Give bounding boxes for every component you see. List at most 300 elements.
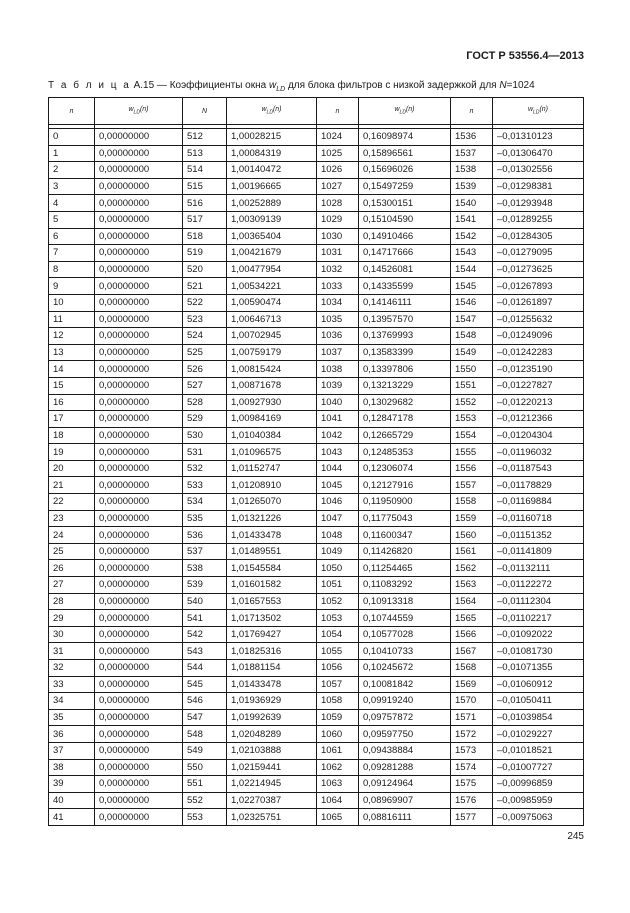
table-cell: 0,00000000 bbox=[95, 792, 183, 809]
table-cell: 0,14335599 bbox=[359, 278, 451, 295]
table-cell: 9 bbox=[49, 278, 95, 295]
table-cell: 4 bbox=[49, 195, 95, 212]
table-cell: 28 bbox=[49, 593, 95, 610]
column-header: N bbox=[183, 98, 227, 125]
table-cell: –0,01169884 bbox=[493, 494, 584, 511]
table-cell: 0,00000000 bbox=[95, 643, 183, 660]
table-cell: –0,01227827 bbox=[493, 377, 584, 394]
table-cell: 24 bbox=[49, 527, 95, 544]
table-cell: 25 bbox=[49, 543, 95, 560]
table-cell: 1,01208910 bbox=[227, 477, 317, 494]
table-cell: 535 bbox=[183, 510, 227, 527]
table-cell: –0,01310123 bbox=[493, 129, 584, 146]
table-cell: 538 bbox=[183, 560, 227, 577]
table-cell: –0,01261897 bbox=[493, 294, 584, 311]
table-cell: 0,12127916 bbox=[359, 477, 451, 494]
table-row bbox=[49, 560, 584, 577]
table-cell: 10 bbox=[49, 294, 95, 311]
table-row bbox=[49, 211, 584, 228]
table-row bbox=[49, 245, 584, 262]
table-cell: 545 bbox=[183, 676, 227, 693]
table-row bbox=[49, 809, 584, 826]
table-cell: 0,00000000 bbox=[95, 195, 183, 212]
table-cell: 3 bbox=[49, 178, 95, 195]
table-cell: 0,00000000 bbox=[95, 726, 183, 743]
table-row bbox=[49, 228, 584, 245]
table-cell: 0,00000000 bbox=[95, 129, 183, 146]
table-cell: 1,01265070 bbox=[227, 494, 317, 511]
table-cell: –0,01102217 bbox=[493, 610, 584, 627]
table-cell: 1,00028215 bbox=[227, 129, 317, 146]
table-cell: 0,00000000 bbox=[95, 759, 183, 776]
table-cell: 0,00000000 bbox=[95, 294, 183, 311]
table-cell: 0,15300151 bbox=[359, 195, 451, 212]
table-row bbox=[49, 510, 584, 527]
table-cell: 1564 bbox=[451, 593, 493, 610]
table-cell: –0,01160718 bbox=[493, 510, 584, 527]
table-cell: 517 bbox=[183, 211, 227, 228]
table-cell: 1,01489551 bbox=[227, 543, 317, 560]
table-cell: 1573 bbox=[451, 742, 493, 759]
table-row bbox=[49, 543, 584, 560]
table-cell: 0,13769993 bbox=[359, 328, 451, 345]
table-cell: 1541 bbox=[451, 211, 493, 228]
table-row bbox=[49, 394, 584, 411]
table-cell: 0,13213229 bbox=[359, 377, 451, 394]
table-cell: –0,01196032 bbox=[493, 444, 584, 461]
table-cell: 0,00000000 bbox=[95, 444, 183, 461]
table-cell: 1537 bbox=[451, 145, 493, 162]
caption-w: w bbox=[268, 80, 277, 91]
table-row bbox=[49, 676, 584, 693]
table-cell: –0,01039854 bbox=[493, 709, 584, 726]
table-cell: 19 bbox=[49, 444, 95, 461]
table-cell: –0,01284305 bbox=[493, 228, 584, 245]
table-cell: 0,12847178 bbox=[359, 411, 451, 428]
table-cell: 0,15497259 bbox=[359, 178, 451, 195]
table-cell: 1563 bbox=[451, 577, 493, 594]
table-cell: 0,00000000 bbox=[95, 311, 183, 328]
table-cell: 0,14146111 bbox=[359, 294, 451, 311]
column-header: $w_{LD}(n)$ bbox=[359, 98, 451, 125]
table-cell: 1565 bbox=[451, 610, 493, 627]
table-cell: 0,00000000 bbox=[95, 494, 183, 511]
table-cell: 521 bbox=[183, 278, 227, 295]
table-cell: 1,00590474 bbox=[227, 294, 317, 311]
table-cell: 1,02214945 bbox=[227, 776, 317, 793]
table-cell: 1044 bbox=[317, 460, 359, 477]
table-row bbox=[49, 444, 584, 461]
page-number: 245 bbox=[567, 831, 584, 842]
table-cell: 1,02048289 bbox=[227, 726, 317, 743]
table-cell: 31 bbox=[49, 643, 95, 660]
table-cell: 1051 bbox=[317, 577, 359, 594]
table-cell: 1550 bbox=[451, 361, 493, 378]
table-row bbox=[49, 660, 584, 677]
table-row bbox=[49, 610, 584, 627]
table-row bbox=[49, 693, 584, 710]
table-cell: 33 bbox=[49, 676, 95, 693]
table-cell: 1060 bbox=[317, 726, 359, 743]
table-cell: 0,00000000 bbox=[95, 510, 183, 527]
table-cell: 532 bbox=[183, 460, 227, 477]
table-cell: 0,12485353 bbox=[359, 444, 451, 461]
table-cell: 17 bbox=[49, 411, 95, 428]
table-cell: 1557 bbox=[451, 477, 493, 494]
table-cell: 1,00927930 bbox=[227, 394, 317, 411]
table-cell: 0,11083292 bbox=[359, 577, 451, 594]
table-cell: 0,15896561 bbox=[359, 145, 451, 162]
table-cell: –0,01255632 bbox=[493, 311, 584, 328]
table-cell: 541 bbox=[183, 610, 227, 627]
table-cell: 0,10744559 bbox=[359, 610, 451, 627]
table-cell: 1553 bbox=[451, 411, 493, 428]
table-cell: 1,00646713 bbox=[227, 311, 317, 328]
table-cell: 515 bbox=[183, 178, 227, 195]
table-cell: 0,00000000 bbox=[95, 411, 183, 428]
table-cell: 0,00000000 bbox=[95, 228, 183, 245]
table-cell: 0,00000000 bbox=[95, 261, 183, 278]
table-cell: –0,01293948 bbox=[493, 195, 584, 212]
table-cell: –0,01132111 bbox=[493, 560, 584, 577]
table-cell: 1,00702945 bbox=[227, 328, 317, 345]
table-cell: 1,00252889 bbox=[227, 195, 317, 212]
table-cell: 1054 bbox=[317, 626, 359, 643]
caption-nval: =1024 bbox=[506, 80, 535, 91]
table-cell: 30 bbox=[49, 626, 95, 643]
table-cell: –0,01029227 bbox=[493, 726, 584, 743]
table-cell: 0,12306074 bbox=[359, 460, 451, 477]
table-cell: 551 bbox=[183, 776, 227, 793]
table-cell: 523 bbox=[183, 311, 227, 328]
table-cell: 520 bbox=[183, 261, 227, 278]
table-cell: 1544 bbox=[451, 261, 493, 278]
table-cell: 539 bbox=[183, 577, 227, 594]
table-cell: 1538 bbox=[451, 162, 493, 179]
table-cell: 1025 bbox=[317, 145, 359, 162]
table-cell: 1031 bbox=[317, 245, 359, 262]
coefficient-table bbox=[48, 97, 584, 826]
table-cell: 0,00000000 bbox=[95, 527, 183, 544]
table-cell: 23 bbox=[49, 510, 95, 527]
table-cell: 0,08969907 bbox=[359, 792, 451, 809]
table-cell: 1,01936929 bbox=[227, 693, 317, 710]
table-row bbox=[49, 344, 584, 361]
table-cell: –0,00975063 bbox=[493, 809, 584, 826]
table-cell: 0,09438884 bbox=[359, 742, 451, 759]
table-row bbox=[49, 759, 584, 776]
table-cell: 528 bbox=[183, 394, 227, 411]
table-cell: 1030 bbox=[317, 228, 359, 245]
table-row bbox=[49, 278, 584, 295]
table-cell: 0,00000000 bbox=[95, 328, 183, 345]
table-cell: 13 bbox=[49, 344, 95, 361]
table-row bbox=[49, 726, 584, 743]
table-cell: –0,01306470 bbox=[493, 145, 584, 162]
table-cell: 0,00000000 bbox=[95, 245, 183, 262]
table-cell: 1558 bbox=[451, 494, 493, 511]
table-body bbox=[49, 125, 584, 826]
caption-w-sub: LD bbox=[276, 86, 286, 93]
table-cell: 0,09124964 bbox=[359, 776, 451, 793]
table-cell: –0,00996859 bbox=[493, 776, 584, 793]
table-cell: 0,00000000 bbox=[95, 809, 183, 826]
table-row bbox=[49, 709, 584, 726]
table-row bbox=[49, 411, 584, 428]
table-cell: 0,00000000 bbox=[95, 742, 183, 759]
table-cell: 39 bbox=[49, 776, 95, 793]
table-cell: 524 bbox=[183, 328, 227, 345]
table-cell: 1034 bbox=[317, 294, 359, 311]
table-cell: –0,01141809 bbox=[493, 543, 584, 560]
table-cell: –0,01071355 bbox=[493, 660, 584, 677]
table-cell: 21 bbox=[49, 477, 95, 494]
table-row bbox=[49, 593, 584, 610]
table-cell: 0,00000000 bbox=[95, 593, 183, 610]
table-cell: 534 bbox=[183, 494, 227, 511]
table-cell: 0,10913318 bbox=[359, 593, 451, 610]
table-cell: 1,01992639 bbox=[227, 709, 317, 726]
table-cell: 1,01433478 bbox=[227, 527, 317, 544]
table-cell: 1028 bbox=[317, 195, 359, 212]
table-cell: 1027 bbox=[317, 178, 359, 195]
table-row bbox=[49, 328, 584, 345]
table-cell: –0,01267893 bbox=[493, 278, 584, 295]
table-cell: 540 bbox=[183, 593, 227, 610]
caption-prefix: Т а б л и ц а bbox=[48, 80, 131, 91]
table-cell: 1056 bbox=[317, 660, 359, 677]
table-cell: –0,01007727 bbox=[493, 759, 584, 776]
table-row bbox=[49, 477, 584, 494]
table-cell: 0,11600347 bbox=[359, 527, 451, 544]
table-cell: –0,01187543 bbox=[493, 460, 584, 477]
table-cell: 1574 bbox=[451, 759, 493, 776]
table-cell: –0,01122272 bbox=[493, 577, 584, 594]
table-cell: –0,01204304 bbox=[493, 427, 584, 444]
table-cell: 0,10245672 bbox=[359, 660, 451, 677]
table-cell: 1569 bbox=[451, 676, 493, 693]
table-cell: 549 bbox=[183, 742, 227, 759]
table-cell: 1545 bbox=[451, 278, 493, 295]
table-cell: 1055 bbox=[317, 643, 359, 660]
table-cell: 0 bbox=[49, 129, 95, 146]
table-cell: 1551 bbox=[451, 377, 493, 394]
table-cell: 550 bbox=[183, 759, 227, 776]
table-cell: 0,14910466 bbox=[359, 228, 451, 245]
table-row bbox=[49, 261, 584, 278]
table-cell: 1043 bbox=[317, 444, 359, 461]
table-row bbox=[49, 577, 584, 594]
table-cell: –0,01081730 bbox=[493, 643, 584, 660]
table-cell: 1,01769427 bbox=[227, 626, 317, 643]
table-cell: 1572 bbox=[451, 726, 493, 743]
table-cell: 1035 bbox=[317, 311, 359, 328]
table-cell: 0,00000000 bbox=[95, 626, 183, 643]
table-cell: 1041 bbox=[317, 411, 359, 428]
table-cell: 1057 bbox=[317, 676, 359, 693]
table-cell: 1,00084319 bbox=[227, 145, 317, 162]
table-cell: 1,00984169 bbox=[227, 411, 317, 428]
table-cell: 0,11254465 bbox=[359, 560, 451, 577]
table-cell: 0,09597750 bbox=[359, 726, 451, 743]
table-cell: 519 bbox=[183, 245, 227, 262]
table-cell: 1,02270387 bbox=[227, 792, 317, 809]
table-cell: 1,01657553 bbox=[227, 593, 317, 610]
table-cell: 1,00196665 bbox=[227, 178, 317, 195]
table-cell: 531 bbox=[183, 444, 227, 461]
table-cell: 1065 bbox=[317, 809, 359, 826]
table-cell: –0,01249096 bbox=[493, 328, 584, 345]
table-cell: 1540 bbox=[451, 195, 493, 212]
table-cell: 0,00000000 bbox=[95, 178, 183, 195]
table-cell: 7 bbox=[49, 245, 95, 262]
table-cell: 38 bbox=[49, 759, 95, 776]
table-header-row bbox=[49, 98, 584, 125]
table-cell: 530 bbox=[183, 427, 227, 444]
table-cell: 1547 bbox=[451, 311, 493, 328]
table-cell: 1047 bbox=[317, 510, 359, 527]
column-header: n bbox=[49, 98, 95, 125]
table-cell: 0,00000000 bbox=[95, 577, 183, 594]
table-cell: 1061 bbox=[317, 742, 359, 759]
table-cell: –0,01279095 bbox=[493, 245, 584, 262]
table-cell: 1576 bbox=[451, 792, 493, 809]
table-cell: 1,00759179 bbox=[227, 344, 317, 361]
table-cell: 1059 bbox=[317, 709, 359, 726]
column-header: $w_{LD}(n)$ bbox=[95, 98, 183, 125]
table-cell: 40 bbox=[49, 792, 95, 809]
table-cell: 0,00000000 bbox=[95, 162, 183, 179]
table-cell: 1555 bbox=[451, 444, 493, 461]
table-cell: 516 bbox=[183, 195, 227, 212]
table-cell: 0,00000000 bbox=[95, 660, 183, 677]
table-cell: 0,13957570 bbox=[359, 311, 451, 328]
table-cell: 0,00000000 bbox=[95, 427, 183, 444]
table-cell: 0,00000000 bbox=[95, 344, 183, 361]
table-cell: 1567 bbox=[451, 643, 493, 660]
table-cell: 525 bbox=[183, 344, 227, 361]
table-cell: –0,01050411 bbox=[493, 693, 584, 710]
table-cell: 512 bbox=[183, 129, 227, 146]
table-cell: 1040 bbox=[317, 394, 359, 411]
table-cell: 0,15696026 bbox=[359, 162, 451, 179]
table-row bbox=[49, 195, 584, 212]
table-cell: 537 bbox=[183, 543, 227, 560]
table-row bbox=[49, 494, 584, 511]
table-row bbox=[49, 361, 584, 378]
table-cell: 542 bbox=[183, 626, 227, 643]
table-cell: 12 bbox=[49, 328, 95, 345]
table-cell: 526 bbox=[183, 361, 227, 378]
table-cell: 1064 bbox=[317, 792, 359, 809]
table-cell: 1053 bbox=[317, 610, 359, 627]
table-cell: 35 bbox=[49, 709, 95, 726]
table-cell: 1,00365404 bbox=[227, 228, 317, 245]
table-cell: 1,00534221 bbox=[227, 278, 317, 295]
table-cell: 0,11775043 bbox=[359, 510, 451, 527]
table-cell: 20 bbox=[49, 460, 95, 477]
table-cell: 1,00140472 bbox=[227, 162, 317, 179]
table-cell: 26 bbox=[49, 560, 95, 577]
table-cell: 536 bbox=[183, 527, 227, 544]
table-cell: 0,00000000 bbox=[95, 394, 183, 411]
table-cell: 1,01433478 bbox=[227, 676, 317, 693]
table-caption bbox=[48, 80, 535, 93]
table-cell: 1,01713502 bbox=[227, 610, 317, 627]
caption-nvar: N bbox=[499, 80, 507, 91]
table-cell: 533 bbox=[183, 477, 227, 494]
table-cell: 22 bbox=[49, 494, 95, 511]
table-cell: 2 bbox=[49, 162, 95, 179]
table-cell: 1,00309139 bbox=[227, 211, 317, 228]
table-cell: 1,01545584 bbox=[227, 560, 317, 577]
table-cell: 0,00000000 bbox=[95, 361, 183, 378]
table-cell: 8 bbox=[49, 261, 95, 278]
table-row bbox=[49, 178, 584, 195]
table-cell: 0,14717666 bbox=[359, 245, 451, 262]
caption-number: А.15 — Коэффициенты окна bbox=[133, 80, 267, 91]
table-cell: 1042 bbox=[317, 427, 359, 444]
table-row bbox=[49, 527, 584, 544]
table-cell: 1554 bbox=[451, 427, 493, 444]
table-cell: 0,16098974 bbox=[359, 129, 451, 146]
table-cell: 1063 bbox=[317, 776, 359, 793]
table-cell: 1,02159441 bbox=[227, 759, 317, 776]
table-cell: 1,00477954 bbox=[227, 261, 317, 278]
table-cell: 0,10081842 bbox=[359, 676, 451, 693]
table-cell: 1571 bbox=[451, 709, 493, 726]
table-cell: 11 bbox=[49, 311, 95, 328]
table-row bbox=[49, 162, 584, 179]
table-cell: 518 bbox=[183, 228, 227, 245]
table-cell: 1536 bbox=[451, 129, 493, 146]
table-row bbox=[49, 311, 584, 328]
table-cell: –0,01092022 bbox=[493, 626, 584, 643]
document-code: ГОСТ Р 53556.4—2013 bbox=[466, 50, 584, 62]
table-cell: 1046 bbox=[317, 494, 359, 511]
table-cell: 543 bbox=[183, 643, 227, 660]
table-cell: 15 bbox=[49, 377, 95, 394]
table-cell: 552 bbox=[183, 792, 227, 809]
table-cell: 1050 bbox=[317, 560, 359, 577]
table-cell: –0,01289255 bbox=[493, 211, 584, 228]
table-cell: 0,00000000 bbox=[95, 676, 183, 693]
table-cell: 0,00000000 bbox=[95, 460, 183, 477]
table-row bbox=[49, 427, 584, 444]
table-cell: 548 bbox=[183, 726, 227, 743]
table-cell: –0,01018521 bbox=[493, 742, 584, 759]
table-cell: 0,13029682 bbox=[359, 394, 451, 411]
table-cell: 0,00000000 bbox=[95, 211, 183, 228]
table-cell: 0,00000000 bbox=[95, 560, 183, 577]
table-cell: 1542 bbox=[451, 228, 493, 245]
table-cell: 1058 bbox=[317, 693, 359, 710]
table-cell: 1,01881154 bbox=[227, 660, 317, 677]
table-row bbox=[49, 460, 584, 477]
table-cell: 14 bbox=[49, 361, 95, 378]
table-cell: 1,02103888 bbox=[227, 742, 317, 759]
table-row bbox=[49, 377, 584, 394]
table-cell: 0,00000000 bbox=[95, 543, 183, 560]
table-cell: 0,15104590 bbox=[359, 211, 451, 228]
table-cell: 553 bbox=[183, 809, 227, 826]
table-cell: 1029 bbox=[317, 211, 359, 228]
table-cell: 0,09919240 bbox=[359, 693, 451, 710]
table-cell: –0,01060912 bbox=[493, 676, 584, 693]
table-cell: 1552 bbox=[451, 394, 493, 411]
table-cell: 1052 bbox=[317, 593, 359, 610]
table-cell: –0,00985959 bbox=[493, 792, 584, 809]
